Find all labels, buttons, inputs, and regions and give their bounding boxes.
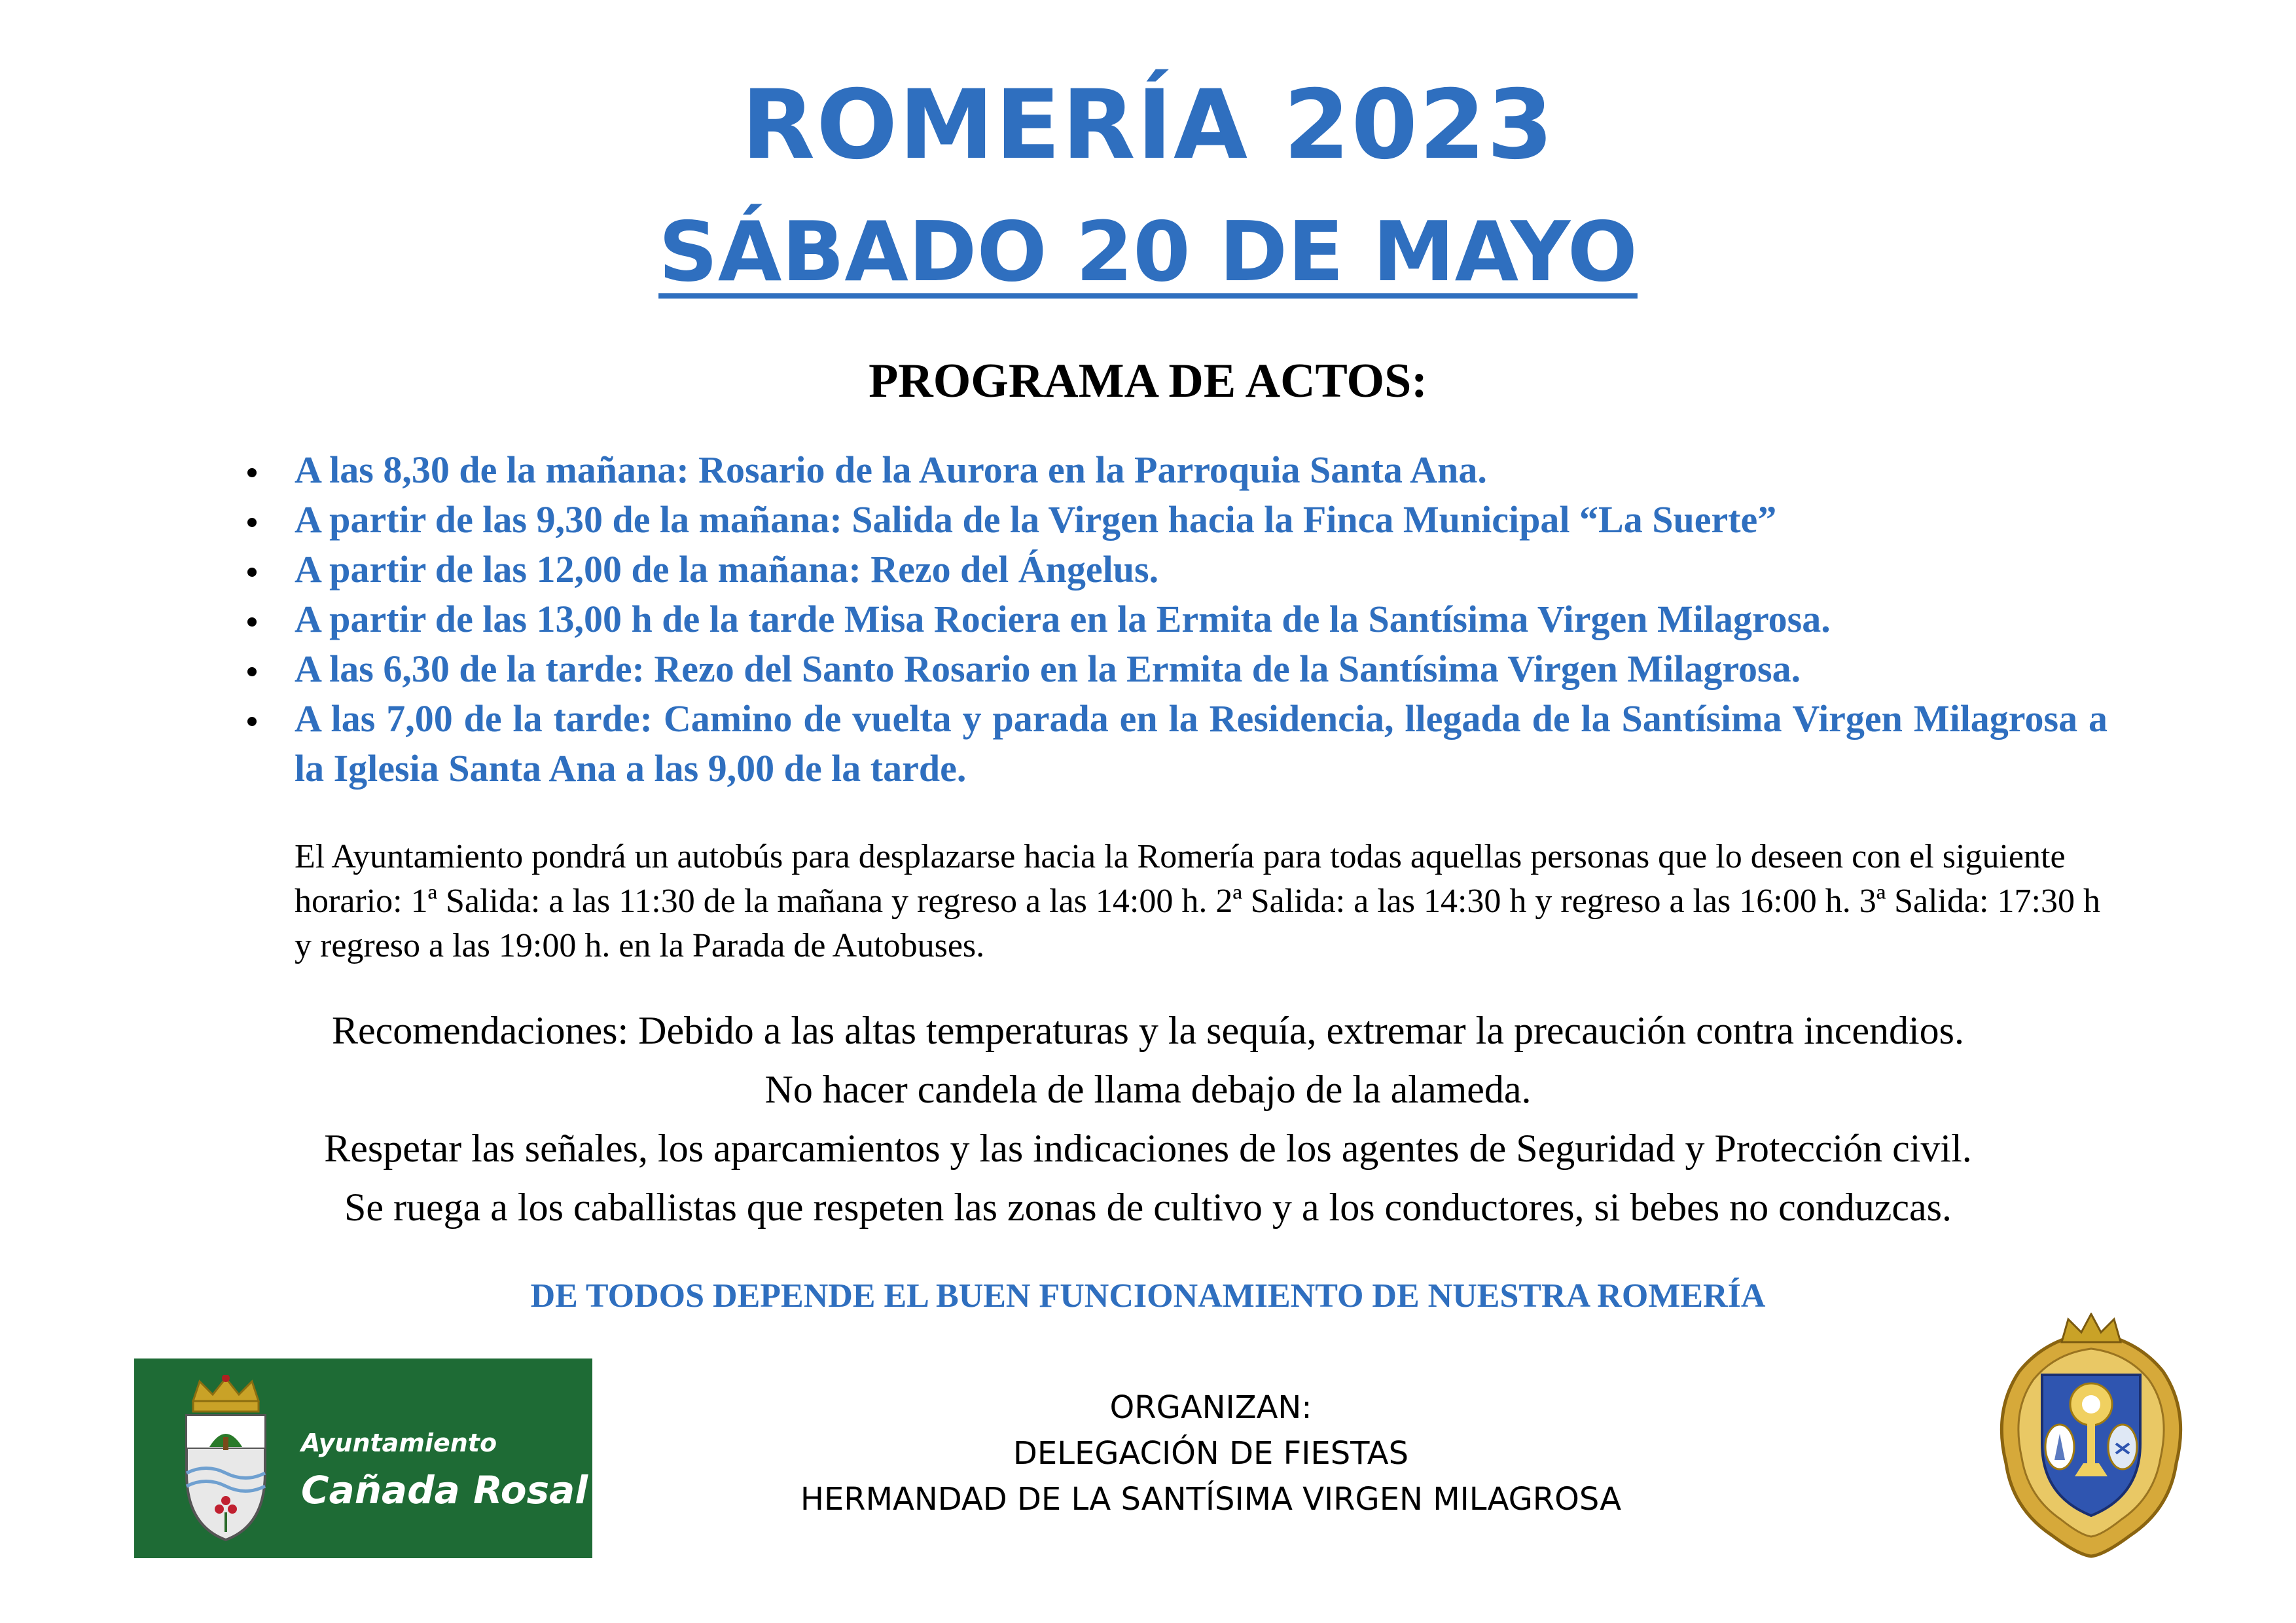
organizer-line: DELEGACIÓN DE FIESTAS bbox=[1013, 1435, 1409, 1472]
act-item: A partir de las 12,00 de la mañana: Rezo del Ángelus. bbox=[236, 545, 2108, 594]
organizers-heading: ORGANIZAN: bbox=[1109, 1389, 1312, 1426]
act-item: A las 6,30 de la tarde: Rezo del Santo Rosario en la Ermita de la Santísima Virgen Milagrosa. bbox=[236, 644, 2108, 694]
logo-line-2: Cañada Rosal bbox=[301, 1468, 588, 1512]
coat-of-arms-icon bbox=[173, 1375, 278, 1545]
act-item: A las 8,30 de la mañana: Rosario de la Aurora en la Parroquia Santa Ana. bbox=[236, 445, 2108, 495]
poster-title: ROMERÍA 2023 bbox=[741, 69, 1555, 181]
brotherhood-emblem-icon bbox=[1986, 1313, 2196, 1561]
recommendation-line: No hacer candela de llama debajo de la alameda. bbox=[764, 1068, 1532, 1111]
poster-date bbox=[0, 204, 2296, 300]
program-heading: PROGRAMA DE ACTOS: bbox=[869, 354, 1427, 408]
act-item: A partir de las 13,00 h de la tarde Misa Rociera en la Ermita de la Santísima Virgen Milagrosa. bbox=[236, 594, 2108, 644]
recommendation-line: Recomendaciones: Debido a las altas temperaturas y la sequía, extremar la precaución contra incendios. bbox=[332, 1009, 1964, 1052]
acts-list bbox=[236, 445, 2108, 793]
recommendation-line: Respetar las señales, los aparcamientos y las indicaciones de los agentes de Seguridad y Protección civil. bbox=[324, 1127, 1972, 1170]
bus-notice: El Ayuntamiento pondrá un autobús para desplazarse hacia la Romería para todas aquellas personas que lo deseen con el siguiente horario: 1ª Salida: a las 11:30 de la mañana y regreso a las 14:00 h. 2ª Salida: a las 14:30 h y regreso a las 16:00 h. 3ª Salida: 17:30 h y regreso a las 19:00 h. en la Parada de Autobuses. bbox=[295, 838, 2100, 964]
poster-date-text: SÁBADO 20 DE MAYO bbox=[658, 204, 1638, 300]
closing-message: DE TODOS DEPENDE EL BUEN FUNCIONAMIENTO DE NUESTRA ROMERÍA bbox=[530, 1277, 1766, 1315]
logo-line-1: Ayuntamiento bbox=[301, 1429, 497, 1457]
act-item: A partir de las 9,30 de la mañana: Salida de la Virgen hacia la Finca Municipal “La Suerte” bbox=[236, 495, 2108, 545]
recommendation-line: Se ruega a los caballistas que respeten las zonas de cultivo y a los conductores, si bebes no conduzcas. bbox=[344, 1186, 1952, 1229]
organizer-line: HERMANDAD DE LA SANTÍSIMA VIRGEN MILAGROSA bbox=[800, 1481, 1622, 1518]
act-item: A las 7,00 de la tarde: Camino de vuelta y parada en la Residencia, llegada de la Santísima Virgen Milagrosa a la Iglesia Santa Ana a las 9,00 de la tarde. bbox=[236, 694, 2108, 793]
